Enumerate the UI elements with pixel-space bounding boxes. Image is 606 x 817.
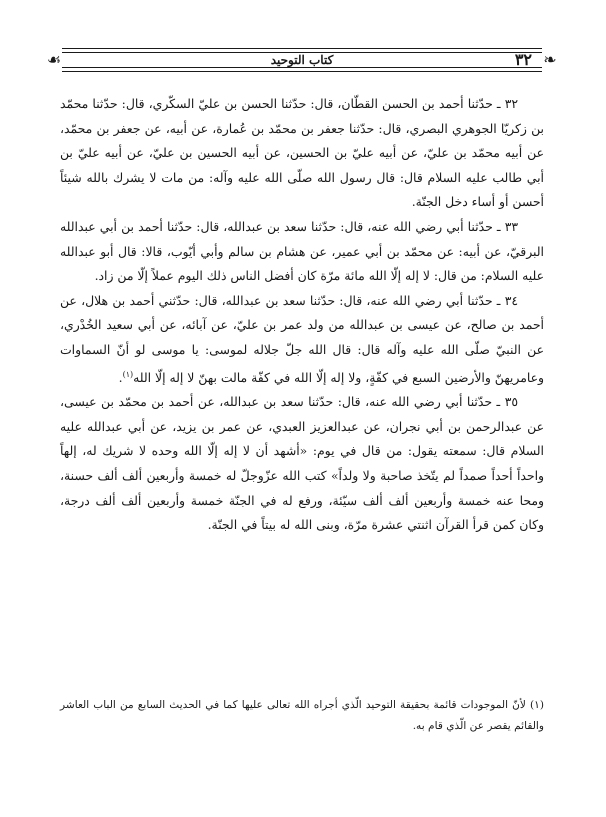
header-ornament-right-icon: ❧ <box>543 50 557 69</box>
page-number: ٣٢ <box>514 50 532 69</box>
book-title: كتاب التوحيد <box>270 53 334 67</box>
hadith-33: ٣٣ ـ حدّثنا أبي رضي الله عنه، قال: حدّثنا سعد بن عبدالله، قال: حدّثنا أحمد بن أبي عبدالله البرقيّ، عن أبيه: عن محمّد بن أبي عمير، عن هشام بن سالم وأبي أيّوب، قالا: قال أبو عبدالله عليه السلام: من قال: لا إله إلّا الله مائة مرّة كان أفضل الناس ذلك اليوم عملاً إلّا من زاد. <box>60 218 544 284</box>
footnotes <box>60 695 544 737</box>
header-ornament-left-icon: ☙ <box>46 50 62 69</box>
hadith-35: ٣٥ ـ حدّثنا أبي رضي الله عنه، قال: حدّثنا سعد بن عبدالله، عن أحمد بن محمّد بن عيسى، عن عبدالرحمن بن أبي نجران، عن عبدالعزيز العبدي، عن عمر بن يزيد، عن أبي عبدالله عليه السلام قال: سمعته يقول: من قال في يوم: «أشهد أن لا إله إلّا الله وحده لا شريك له، إلهاً واحداً أحداً صمداً لم يتّخذ صاحبة ولا ولداً» كتب الله عزّوجلّ له خمسة وأربعين ألف ألف حسنة، ومحا عنه خمسة وأربعين ألف ألف سيّئة، ورفع له في الجنّة خمسة وأربعين ألف ألف درجة، وكان كمن قرأ القرآن اثنتي عشرة مرّة، وبنى الله له بيتاً في الجنّة. <box>60 394 544 533</box>
running-header <box>46 48 557 72</box>
hadith-34: ٣٤ ـ حدّثنا أبي رضي الله عنه، قال: حدّثنا سعد بن عبدالله، قال: حدّثني أحمد بن هلال، عن أحمد بن صالح، عن عيسى بن عبدالله من ولد عمر بن عليّ، عن آبائه، عن أبي سعيد الخُدْري، عن النبيّ صلّى الله عليه وآله قال: قال الله جلّ جلاله لموسى: يا موسى لو أنّ السماوات وعامريهنّ والأرضين السبع في كفّةٍ، ولا إله إلّا الله في كفّة مالت بهنّ لا إله إلّا الله$^{(١)}$. <box>60 292 544 385</box>
hadith-34-text: ٣٤ ـ حدّثنا أبي رضي الله عنه، قال: حدّثنا سعد بن عبدالله، قال: حدّثني أحمد بن هلال، عن أحمد بن صالح، عن عيسى بن عبدالله من ولد عمر بن عليّ، عن آبائه، عن أبي سعيد الخُدْري، عن النبيّ صلّى الله عليه وآله قال: قال الله جلّ جلاله لموسى: يا موسى لو أنّ السماوات وعامريهنّ والأرضين السبع في كفّةٍ، ولا إله إلّا الله في كفّة مالت بهنّ لا إله إلّا الله <box>60 292 544 385</box>
footnote-1: (١) لأنّ الموجودات قائمة بحقيقة التوحيد الّذي أجراه الله تعالى عليها كما في الحديث السابع من الباب العاشر والقائم يقصر عن الّذي قام به. <box>60 699 544 732</box>
hadith-32: ٣٢ ـ حدّثنا أحمد بن الحسن القطّان، قال: حدّثنا الحسن بن عليّ السكّري، قال: حدّثنا محمّد بن زكريّا الجوهري البصري، قال: حدّثنا جعفر بن محمّد بن عُمارة، عن أبيه، عن جعفر بن محمّد، عن أبيه محمّد بن عليّ، عن أبيه عليّ بن الحسين، عن أبيه الحسين بن عليّ، عن أبيه عليّ بن أبي طالب عليه السلام قال: قال رسول الله صلّى الله عليه وآله: من مات لا يشرك بالله شيئاً أحسن أو أساء دخل الجنّة. <box>60 96 544 210</box>
footnote-reference: (١) <box>122 369 134 379</box>
main-text <box>60 92 544 538</box>
